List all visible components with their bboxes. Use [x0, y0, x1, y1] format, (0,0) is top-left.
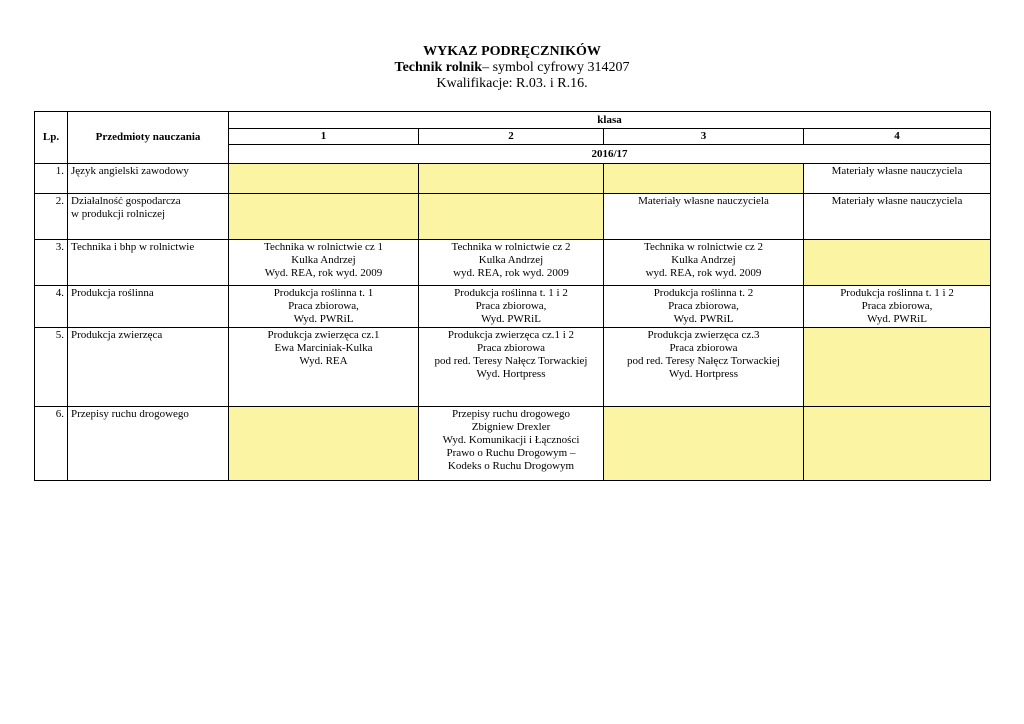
- textbook-line: Produkcja zwierzęca cz.3: [647, 329, 760, 341]
- textbook-line: Kulka Andrzej: [671, 254, 736, 266]
- profession-name: Technik rolnik: [394, 60, 483, 75]
- textbook-line: Materiały własne nauczyciela: [831, 195, 963, 207]
- textbook-line: Wyd. PWRiL: [673, 313, 734, 325]
- empty-cell-class-4: [804, 240, 991, 286]
- empty-cell-class-1: [229, 194, 419, 240]
- empty-cell-class-4: [804, 407, 991, 481]
- textbook-line: Produkcja roślinna t. 2: [653, 287, 754, 299]
- header-subjects: Przedmioty nauczania: [68, 112, 229, 164]
- textbook-line: Praca zbiorowa: [476, 342, 546, 354]
- subject-name: [68, 164, 229, 194]
- textbook-cell-class-2: [419, 328, 604, 407]
- textbook-cell-class-1: [229, 240, 419, 286]
- textbook-cell-class-4: [804, 194, 991, 240]
- row-number: 3.: [35, 240, 68, 286]
- textbook-line: pod red. Teresy Nałęcz Torwackiej: [434, 355, 588, 367]
- textbook-line: Produkcja zwierzęca cz.1 i 2: [447, 329, 575, 341]
- qualifications-line: Kwalifikacje: R.03. i R.16.: [436, 76, 588, 91]
- textbook-line: Przepisy ruchu drogowego: [452, 408, 570, 420]
- textbook-line: pod red. Teresy Nałęcz Torwackiej: [627, 355, 780, 367]
- subject-name: [68, 240, 229, 286]
- empty-cell-class-1: [229, 164, 419, 194]
- header-lp: Lp.: [35, 112, 68, 164]
- textbook-line: Ewa Marciniak-Kulka: [274, 342, 373, 354]
- subject-name: [68, 194, 229, 240]
- textbook-cell-class-1: [229, 328, 419, 407]
- textbook-line: Technika w rolnictwie cz 2: [644, 241, 763, 253]
- textbook-line: Zbigniew Drexler: [471, 421, 551, 433]
- textbook-line: Wyd. Hortpress: [669, 368, 738, 380]
- row-number: 6.: [35, 407, 68, 481]
- textbook-line: wyd. REA, rok wyd. 2009: [645, 267, 762, 279]
- textbook-line: Produkcja zwierzęca cz.1: [267, 329, 380, 341]
- subject-name: [68, 407, 229, 481]
- textbook-line: Praca zbiorowa: [669, 342, 738, 354]
- subject-line: Technika i bhp w rolnictwie: [71, 241, 195, 253]
- textbook-line: Kulka Andrzej: [291, 254, 356, 266]
- textbook-cell-class-1: [229, 286, 419, 328]
- textbook-cell-class-2: [419, 407, 604, 481]
- textbook-line: Materiały własne nauczyciela: [638, 195, 769, 207]
- document-header: [0, 44, 1024, 92]
- textbook-line: Materiały własne nauczyciela: [831, 165, 963, 177]
- table-row: [35, 407, 991, 481]
- textbook-cell-class-3: [604, 286, 804, 328]
- subject-line: Język angielski zawodowy: [71, 165, 189, 177]
- textbook-line: Wyd. REA: [299, 355, 348, 367]
- textbook-cell-class-3: [604, 240, 804, 286]
- textbook-cell-class-2: [419, 240, 604, 286]
- textbook-line: Wyd. REA, rok wyd. 2009: [264, 267, 383, 279]
- subject-name: [68, 328, 229, 407]
- header-class-1: 1: [229, 129, 419, 145]
- textbook-line: Praca zbiorowa,: [668, 300, 739, 312]
- row-number: 4.: [35, 286, 68, 328]
- subject-line: Produkcja roślinna: [71, 287, 154, 299]
- textbook-line: Technika w rolnictwie cz 1: [264, 241, 383, 253]
- textbook-line: Wyd. Komunikacji i Łączności: [442, 434, 580, 446]
- textbook-line: Wyd. PWRiL: [481, 313, 541, 325]
- row-number: 1.: [35, 164, 68, 194]
- textbook-line: Prawo o Ruchu Drogowym –: [446, 447, 576, 459]
- textbook-cell-class-3: [604, 328, 804, 407]
- textbook-cell-class-4: [804, 286, 991, 328]
- empty-cell-class-2: [419, 164, 604, 194]
- subject-line: Przepisy ruchu drogowego: [71, 408, 189, 420]
- table-row: [35, 328, 991, 407]
- header-school-year: 2016/17: [229, 145, 991, 164]
- textbook-table: [34, 111, 991, 481]
- textbook-line: Technika w rolnictwie cz 2: [451, 241, 571, 253]
- empty-cell-class-3: [604, 407, 804, 481]
- textbook-line: Wyd. PWRiL: [293, 313, 354, 325]
- header-class-3: 3: [604, 129, 804, 145]
- table-row: [35, 194, 991, 240]
- row-number: 5.: [35, 328, 68, 407]
- textbook-line: Kulka Andrzej: [478, 254, 544, 266]
- header-class-2: 2: [419, 129, 604, 145]
- table-row: [35, 164, 991, 194]
- textbook-cell-class-3: [604, 194, 804, 240]
- subject-line: Produkcja zwierzęca: [71, 329, 163, 341]
- textbook-line: Praca zbiorowa,: [861, 300, 933, 312]
- header-class-4: 4: [804, 129, 991, 145]
- subject-line: Działalność gospodarcza: [71, 195, 181, 207]
- table-row: [35, 240, 991, 286]
- textbook-line: Produkcja roślinna t. 1 i 2: [840, 287, 954, 299]
- subject-line: w produkcji rolniczej: [71, 208, 166, 220]
- empty-cell-class-2: [419, 194, 604, 240]
- subject-name: [68, 286, 229, 328]
- textbook-line: Produkcja roślinna t. 1 i 2: [454, 287, 568, 299]
- textbook-line: Produkcja roślinna t. 1: [273, 287, 374, 299]
- textbook-line: Kodeks o Ruchu Drogowym: [447, 460, 575, 472]
- table-body: [35, 164, 991, 481]
- empty-cell-class-3: [604, 164, 804, 194]
- profession-line: [0, 60, 1024, 76]
- empty-cell-class-1: [229, 407, 419, 481]
- textbook-line: Praca zbiorowa,: [475, 300, 547, 312]
- textbook-line: Wyd. PWRiL: [867, 313, 927, 325]
- table-row: [35, 286, 991, 328]
- textbook-cell-class-4: [804, 164, 991, 194]
- document-title: WYKAZ PODRĘCZNIKÓW: [423, 44, 601, 59]
- textbook-line: wyd. REA, rok wyd. 2009: [453, 267, 569, 279]
- row-number: 2.: [35, 194, 68, 240]
- empty-cell-class-4: [804, 328, 991, 407]
- textbook-line: Praca zbiorowa,: [288, 300, 359, 312]
- textbook-cell-class-2: [419, 286, 604, 328]
- textbook-line: Wyd. Hortpress: [476, 368, 546, 380]
- header-klasa: klasa: [229, 112, 991, 129]
- profession-symbol: – symbol cyfrowy 314207: [482, 60, 630, 75]
